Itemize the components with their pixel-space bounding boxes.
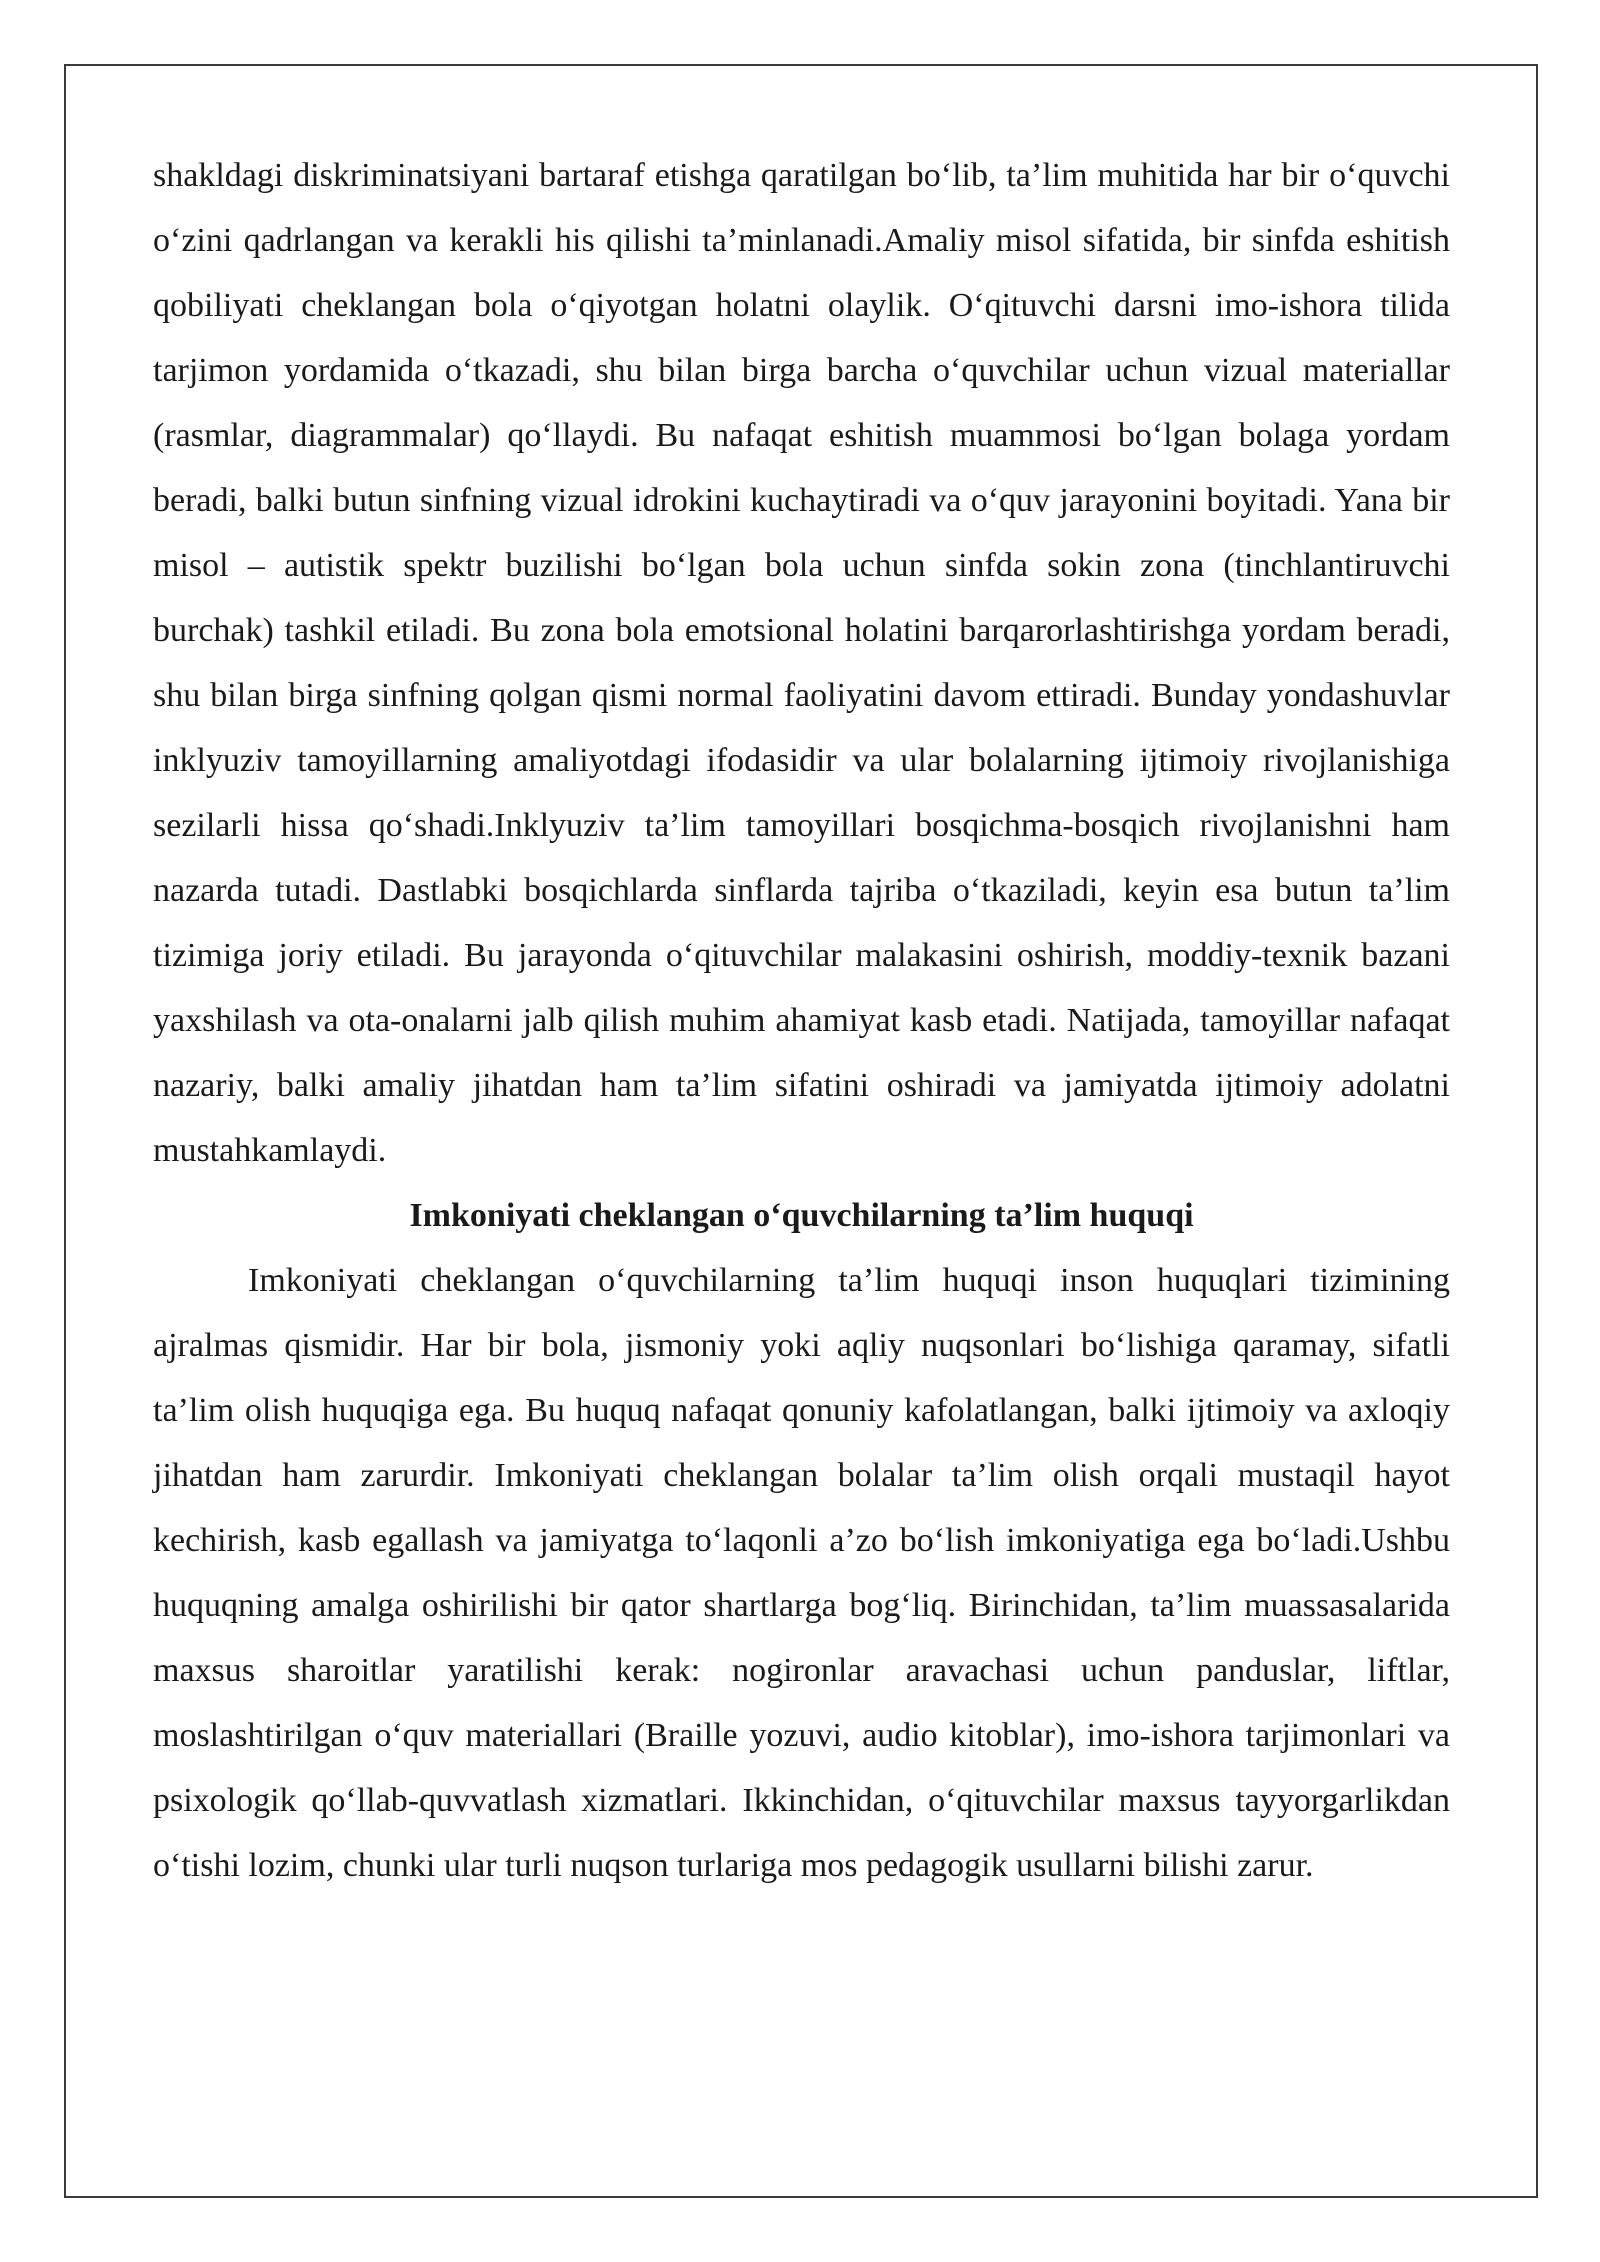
- body-paragraph: shakldagi diskriminatsiyani bartaraf etishga qaratilgan bo‘lib, ta’lim muhitida har bir o‘quvchi o‘zini qadrlangan va kerakli his qilishi ta’minlanadi.Amaliy misol sifatida, bir sinfda eshitish qobiliyati cheklangan bola o‘qiyotgan holatni olaylik. O‘qituvchi darsni imo-ishora tilida tarjimon yordamida o‘tkazadi, shu bilan birga barcha o‘quvchilar uchun vizual materiallar (rasmlar, diagrammalar) qo‘llaydi. Bu nafaqat eshitish muammosi bo‘lgan bolaga yordam beradi, balki butun sinfning vizual idrokini kuchaytiradi va o‘quv jarayonini boyitadi. Yana bir misol – autistik spektr buzilishi bo‘lgan bola uchun sinfda sokin zona (tinchlantiruvchi burchak) tashkil etiladi. Bu zona bola emotsional holatini barqarorlashtirishga yordam beradi, shu bilan birga sinfning qolgan qismi normal faoliyatini davom ettiradi. Bunday yondashuvlar inklyuziv tamoyillarning amaliyotdagi ifodasidir va ular bolalarning ijtimoiy rivojlanishiga sezilarli hissa qo‘shadi.Inklyuziv ta’lim tamoyillari bosqichma-bosqich rivojlanishni ham nazarda tutadi. Dastlabki bosqichlarda sinflarda tajriba o‘tkaziladi, keyin esa butun ta’lim tizimiga joriy etiladi. Bu jarayonda o‘qituvchilar malakasini oshirish, moddiy-texnik bazani yaxshilash va ota-onalarni jalb qilish muhim ahamiyat kasb etadi. Natijada, tamoyillar nafaqat nazariy, balki amaliy jihatdan ham ta’lim sifatini oshiradi va jamiyatda ijtimoiy adolatni mustahkamlaydi.: [153, 157, 1450, 1169]
- body-paragraph: Imkoniyati cheklangan o‘quvchilarning ta’lim huquqi inson huquqlari tizimining ajralmas qismidir. Har bir bola, jismoniy yoki aqliy nuqsonlari bo‘lishiga qaramay, sifatli ta’lim olish huquqiga ega. Bu huquq nafaqat qonuniy kafolatlangan, balki ijtimoiy va axloqiy jihatdan ham zarurdir. Imkoniyati cheklangan bolalar ta’lim olish orqali mustaqil hayot kechirish, kasb egallash va jamiyatga to‘laqonli a’zo bo‘lish imkoniyatiga ega bo‘ladi.Ushbu huquqning amalga oshirilishi bir qator shartlarga bog‘liq. Birinchidan, ta’lim muassasalarida maxsus sharoitlar yaratilishi kerak: nogironlar aravachasi uchun panduslar, liftlar, moslashtirilgan o‘quv materiallari (Braille yozuvi, audio kitoblar), imo-ishora tarjimonlari va psixologik qo‘llab-quvvatlash xizmatlari. Ikkinchidan, o‘qituvchilar maxsus tayyorgarlikdan o‘tishi lozim, chunki ular turli nuqson turlariga mos pedagogik usullarni bilishi zarur.: [153, 1262, 1450, 1884]
- document-body: [153, 143, 1450, 1898]
- section-heading: Imkoniyati cheklangan o‘quvchilarning ta’lim huquqi: [409, 1197, 1194, 1234]
